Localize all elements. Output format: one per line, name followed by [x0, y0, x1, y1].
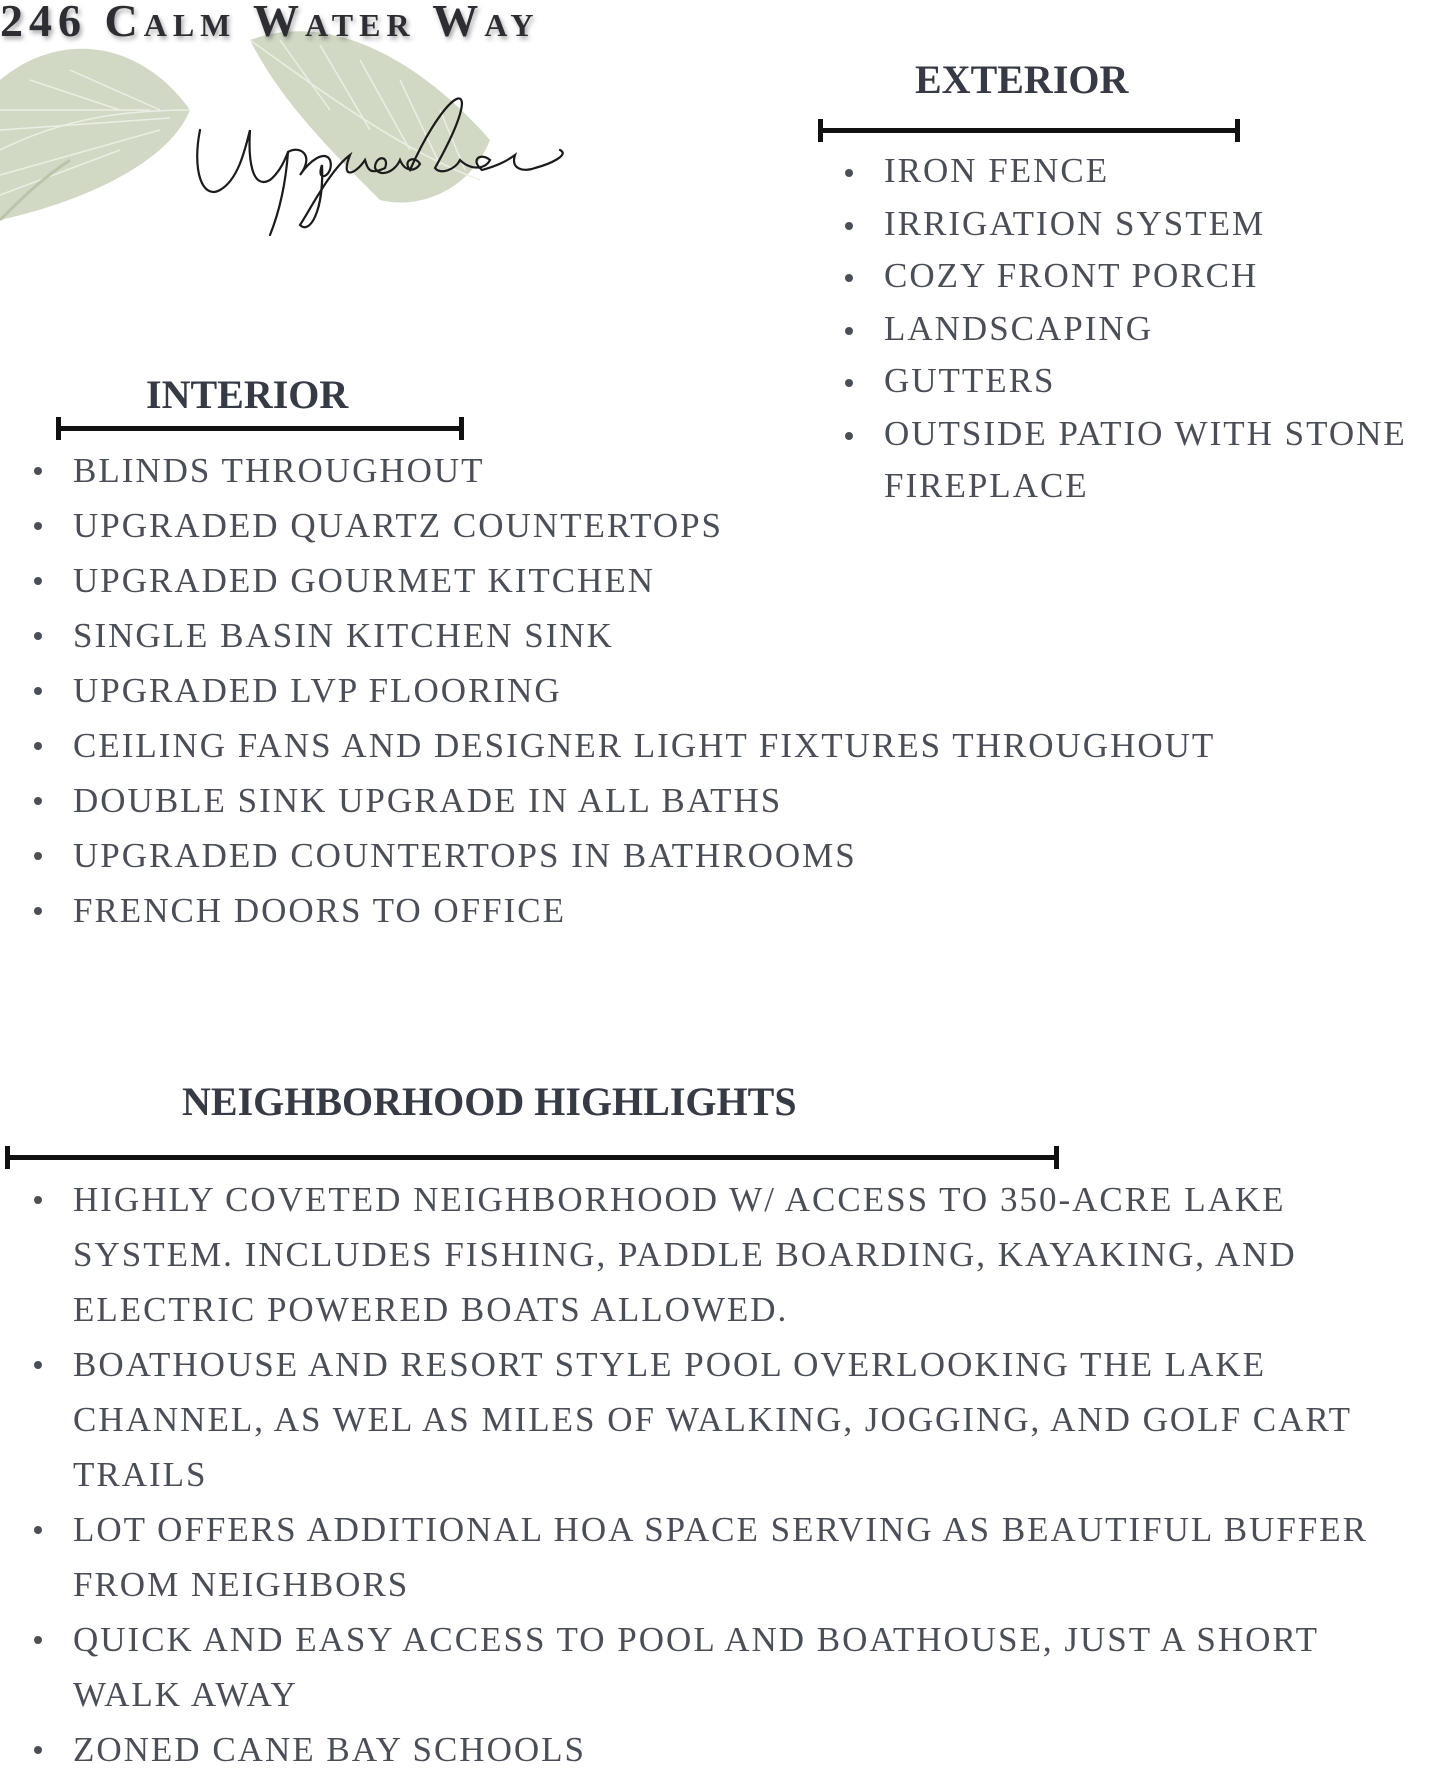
- list-item: IRON FENCE: [845, 145, 1437, 198]
- list-item: SINGLE BASIN KITCHEN SINK: [34, 608, 1384, 663]
- list-item: FRENCH DOORS TO OFFICE: [34, 883, 1384, 938]
- neighborhood-divider: [5, 1155, 1059, 1160]
- interior-divider: [56, 426, 464, 431]
- list-item: DOUBLE SINK UPGRADE IN ALL BATHS: [34, 773, 1384, 828]
- exterior-divider: [818, 128, 1240, 133]
- list-item: GUTTERS: [845, 355, 1437, 408]
- neighborhood-list: [34, 1172, 1404, 1777]
- list-item: COZY FRONT PORCH: [845, 250, 1437, 303]
- list-item: UPGRADED LVP FLOORING: [34, 663, 1384, 718]
- list-item: UPGRADED GOURMET KITCHEN: [34, 553, 1384, 608]
- list-item: ZONED CANE BAY SCHOOLS: [34, 1722, 1404, 1777]
- list-item: BLINDS THROUGHOUT: [34, 443, 1384, 498]
- list-item: LANDSCAPING: [845, 303, 1437, 356]
- list-item: HIGHLY COVETED NEIGHBORHOOD W/ ACCESS TO 350-ACRE LAKE SYSTEM. INCLUDES FISHING, PADDLE BOARDING, KAYAKING, AND ELECTRIC POWERED BOATS ALLOWED.: [34, 1172, 1404, 1337]
- list-item: UPGRADED COUNTERTOPS IN BATHROOMS: [34, 828, 1384, 883]
- list-item: QUICK AND EASY ACCESS TO POOL AND BOATHOUSE, JUST A SHORT WALK AWAY: [34, 1612, 1404, 1722]
- list-item: LOT OFFERS ADDITIONAL HOA SPACE SERVING AS BEAUTIFUL BUFFER FROM NEIGHBORS: [34, 1502, 1404, 1612]
- neighborhood-heading: NEIGHBORHOOD HIGHLIGHTS: [182, 1079, 797, 1124]
- list-item: BOATHOUSE AND RESORT STYLE POOL OVERLOOKING THE LAKE CHANNEL, AS WEL AS MILES OF WALKING, JOGGING, AND GOLF CART TRAILS: [34, 1337, 1404, 1502]
- list-item: OUTSIDE PATIO WITH STONE FIREPLACE: [845, 408, 1437, 513]
- interior-heading: INTERIOR: [146, 372, 349, 417]
- upgrades-script-title: [190, 60, 640, 240]
- list-item: UPGRADED QUARTZ COUNTERTOPS: [34, 498, 1384, 553]
- exterior-heading: EXTERIOR: [915, 57, 1129, 102]
- list-item: CEILING FANS AND DESIGNER LIGHT FIXTURES THROUGHOUT: [34, 718, 1384, 773]
- list-item: IRRIGATION SYSTEM: [845, 198, 1437, 251]
- upgrades-script-text: Upgrades: [384, 217, 446, 234]
- interior-list: [34, 443, 1384, 938]
- property-address: 246 Calm Water Way: [0, 0, 540, 46]
